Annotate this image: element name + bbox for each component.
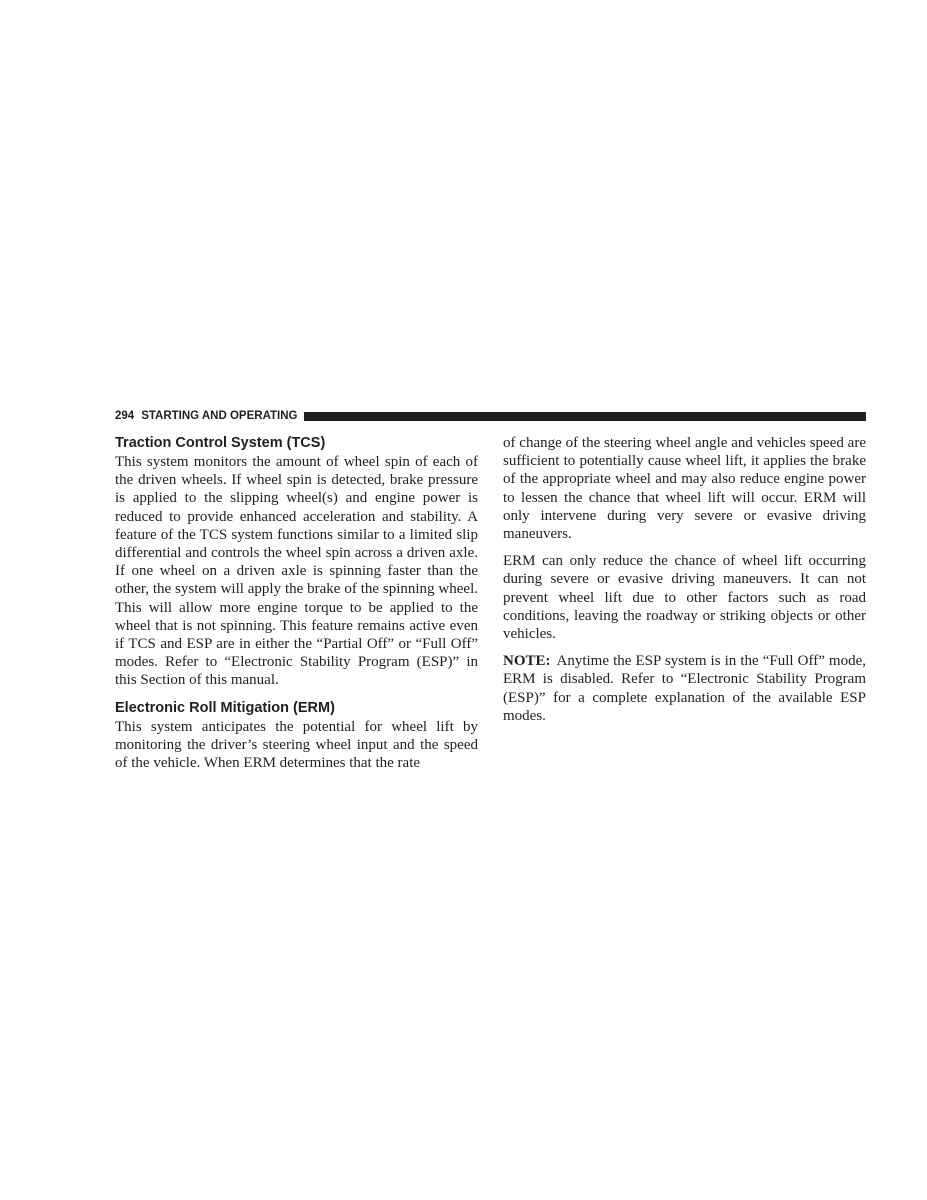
- page-number: 294: [115, 410, 135, 422]
- erm-paragraph: This system anticipates the potential for wheel lift by monitoring the driver’s steering wheel input and the speed of the vehicle. When ERM determines that the rate: [115, 718, 478, 772]
- tcs-heading: Traction Control System (TCS): [115, 435, 326, 451]
- left-column: [115, 434, 478, 772]
- note-text: Anytime the ESP system is in the “Full Off” mode, ERM is disabled. Refer to “Electronic Stability Program (ESP)” for a complete explanation of the available ESP modes.: [503, 653, 866, 724]
- erm-heading: Electronic Roll Mitigation (ERM): [115, 699, 335, 716]
- header-rule: [304, 412, 867, 421]
- note-label: NOTE:: [503, 653, 551, 670]
- erm-continued-paragraph: of change of the steering wheel angle and vehicles speed are sufficient to potentially cause wheel lift, it applies the brake of the appropriate wheel and may also reduce engine power to lessen the chance that wheel lift will occur. ERM will only intervene during very severe or evasive driving maneuvers.: [503, 435, 866, 543]
- page-header: [115, 408, 866, 424]
- right-column: [503, 434, 866, 725]
- erm-limit-paragraph: ERM can only reduce the chance of wheel lift occurring during severe or evasive driving maneuvers. It can not prevent wheel lift due to other factors such as road conditions, leaving the roadway or striking objects or other vehicles.: [503, 553, 866, 643]
- note-paragraph: [503, 652, 866, 725]
- section-title: STARTING AND OPERATING: [141, 410, 298, 422]
- tcs-paragraph: This system monitors the amount of wheel spin of each of the driven wheels. If wheel spin is detected, brake pressure is applied to the slipping wheel(s) and engine power is reduced to provide enhanced acceleration and stability. A feature of the TCS system functions similar to a limited slip differential and controls the wheel spin across a driven axle. If one wheel on a driven axle is spinning faster than the other, the system will apply the brake of the spinning wheel. This will allow more engine torque to be applied to the wheel that is not spinning. This feature remains active even if TCS and ESP are in either the “Partial Off” or “Full Off” modes. Refer to “Electronic Stability Program (ESP)” in this Section of this manual.: [115, 454, 478, 689]
